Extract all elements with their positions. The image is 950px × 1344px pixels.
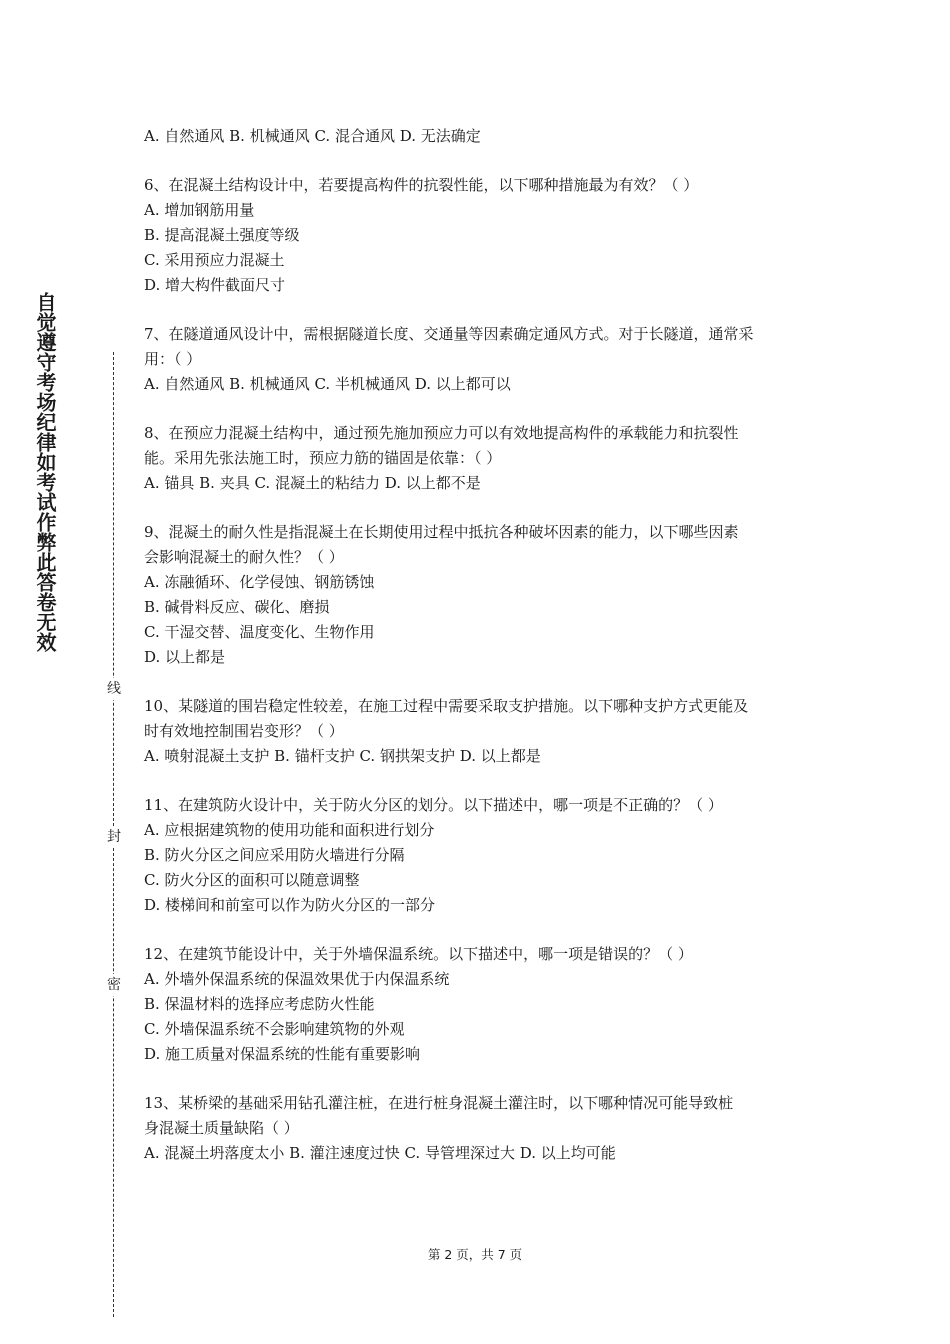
option: B. 保温材料的选择应考虑防火性能 xyxy=(144,995,375,1013)
option: C. 防火分区的面积可以随意调整 xyxy=(144,871,360,889)
question-9 xyxy=(144,520,814,670)
question-8 xyxy=(144,421,814,496)
option: A. 外墙外保温系统的保温效果优于内保温系统 xyxy=(144,970,450,988)
option: D. 增大构件截面尺寸 xyxy=(144,276,286,294)
option: D. 楼梯间和前室可以作为防火分区的一部分 xyxy=(144,896,436,914)
exam-discipline-notice: 自觉遵守考场纪律如考试作弊此答卷无效 xyxy=(33,292,57,652)
question-6 xyxy=(144,173,814,298)
question-7 xyxy=(144,322,814,397)
option: A. 冻融循环、化学侵蚀、钢筋锈蚀 xyxy=(144,573,375,591)
question-10 xyxy=(144,694,814,769)
question-stem: 12、在建筑节能设计中，关于外墙保温系统。以下描述中，哪一项是错误的？（ ） xyxy=(144,945,693,963)
option: C. 外墙保温系统不会影响建筑物的外观 xyxy=(144,1020,405,1038)
question-11 xyxy=(144,793,814,918)
option: A. 应根据建筑物的使用功能和面积进行划分 xyxy=(144,821,435,839)
question-stem: 时有效地控制围岩变形？（ ） xyxy=(144,722,344,740)
option: C. 干湿交替、温度变化、生物作用 xyxy=(144,623,375,641)
question-stem: 6、在混凝土结构设计中，若要提高构件的抗裂性能，以下哪种措施最为有效？（ ） xyxy=(144,176,699,194)
binding-label-line: 线 xyxy=(104,678,124,700)
question-5-options: A. 自然通风 B. 机械通风 C. 混合通风 D. 无法确定 xyxy=(144,127,481,145)
option: A. 锚具 B. 夹具 C. 混凝土的粘结力 D. 以上都不是 xyxy=(144,474,481,492)
binding-label-seal: 封 xyxy=(104,826,124,848)
question-content xyxy=(144,124,814,1166)
question-stem: 会影响混凝土的耐久性？（ ） xyxy=(144,548,344,566)
question-stem: 11、在建筑防火设计中，关于防火分区的划分。以下描述中，哪一项是不正确的？（ ） xyxy=(144,796,723,814)
option: D. 施工质量对保温系统的性能有重要影响 xyxy=(144,1045,421,1063)
question-stem: 7、在隧道通风设计中，需根据隧道长度、交通量等因素确定通风方式。对于长隧道，通常采 xyxy=(144,325,754,343)
question-stem: 8、在预应力混凝土结构中，通过预先施加预应力可以有效地提高构件的承载能力和抗裂性 xyxy=(144,424,739,442)
option: B. 提高混凝土强度等级 xyxy=(144,226,300,244)
option: B. 碱骨料反应、碳化、磨损 xyxy=(144,598,330,616)
question-stem: 能。采用先张法施工时，预应力筋的锚固是依靠：（ ） xyxy=(144,449,502,467)
question-13 xyxy=(144,1091,814,1166)
binding-label-secret: 密 xyxy=(104,974,124,996)
question-12 xyxy=(144,942,814,1067)
option: A. 混凝土坍落度太小 B. 灌注速度过快 C. 导管埋深过大 D. 以上均可能 xyxy=(144,1144,616,1162)
option: A. 增加钢筋用量 xyxy=(144,201,255,219)
page-number-footer: 第 2 页，共 7 页 xyxy=(427,1247,523,1262)
question-stem: 13、某桥梁的基础采用钻孔灌注桩，在进行桩身混凝土灌注时，以下哪种情况可能导致桩 xyxy=(144,1094,734,1112)
option: D. 以上都是 xyxy=(144,648,226,666)
question-stem: 9、混凝土的耐久性是指混凝土在长期使用过程中抵抗各种破坏因素的能力，以下哪些因素 xyxy=(144,523,739,541)
option: C. 采用预应力混凝土 xyxy=(144,251,285,269)
option: B. 防火分区之间应采用防火墙进行分隔 xyxy=(144,846,405,864)
question-stem: 用：（ ） xyxy=(144,350,202,368)
question-stem: 10、某隧道的围岩稳定性较差，在施工过程中需要采取支护措施。以下哪种支护方式更能及 xyxy=(144,697,749,715)
option: A. 喷射混凝土支护 B. 锚杆支护 C. 钢拱架支护 D. 以上都是 xyxy=(144,747,541,765)
option: A. 自然通风 B. 机械通风 C. 半机械通风 D. 以上都可以 xyxy=(144,375,511,393)
question-stem: 身混凝土质量缺陷（ ） xyxy=(144,1119,299,1137)
